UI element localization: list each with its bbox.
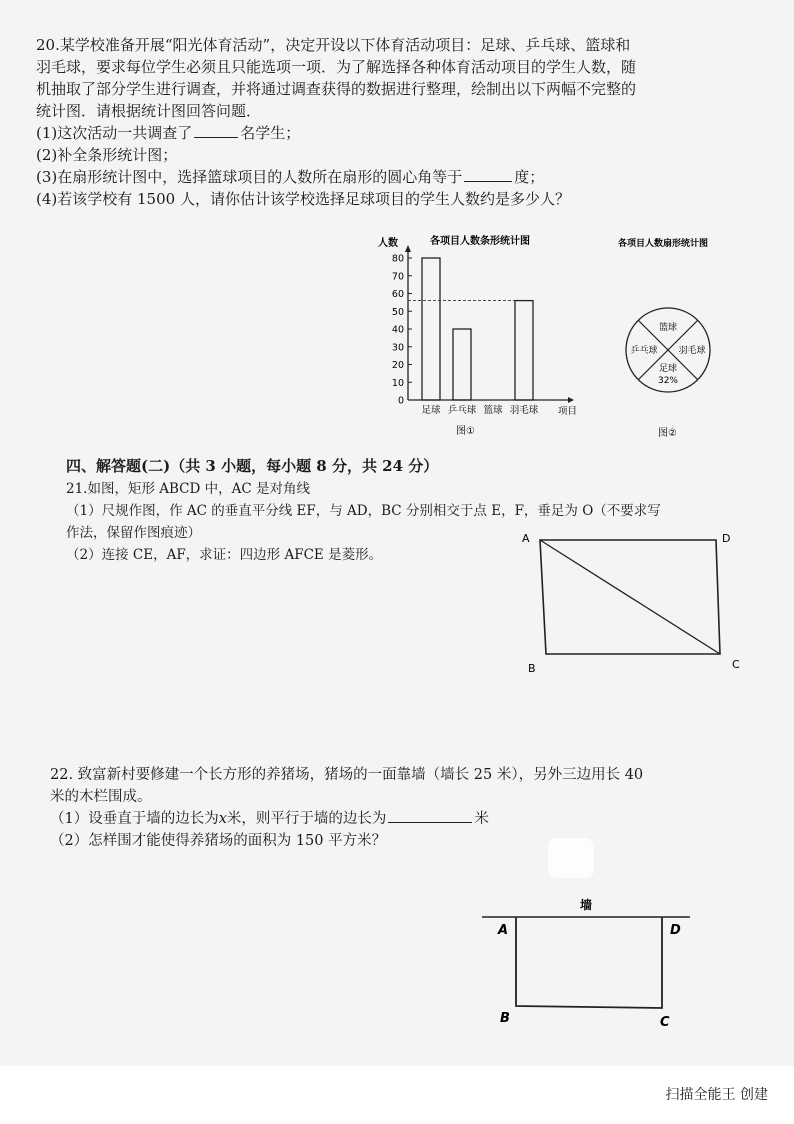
bar-3 [515, 301, 533, 400]
question-20 [36, 34, 756, 210]
rectangle-figure [516, 526, 756, 674]
q22-line-1: 22. 致富新村要修建一个长方形的养猪场，猪场的一面靠墙（墙长 25 米），另外三边用长 40 [50, 767, 644, 783]
pie-caption: 图② [658, 428, 677, 439]
answer-blank [194, 123, 238, 138]
y-tick-label: 30 [391, 342, 404, 354]
variable-x: x [218, 811, 227, 827]
x-axis-arrow [568, 397, 574, 403]
q20-line-2: 羽毛球，要求每位学生必须且只能选项一项．为了解选择各种体育活动项目的学生人数，随 [36, 58, 637, 76]
pie-label-football: 足球 [658, 364, 678, 374]
q20-line-4: 统计图．请根据统计图回答问题． [36, 102, 262, 120]
pie-label-badminton: 羽毛球 [678, 346, 706, 356]
x-category-label: 足球 [421, 405, 441, 416]
y-tick-label: 70 [391, 271, 404, 283]
answer-blank [464, 167, 512, 182]
pie-label-pingpong: 乒乓球 [630, 346, 658, 356]
q22-line-4: （2）怎样围才能使得养猪场的面积为 150 平方米？ [50, 833, 387, 849]
vertex-b: B [528, 662, 536, 674]
q21-line-1: 21.如图，矩形 ABCD 中，AC 是对角线 [66, 481, 310, 497]
q20-line-1: 20.某学校准备开展“阳光体育活动”，决定开设以下体育活动项目：足球、乒乓球、篮球和 [36, 36, 631, 54]
pig-farm-figure [476, 890, 706, 1032]
scanner-watermark: 扫描全能王 创建 [665, 1087, 768, 1103]
chart-caption: 图① [456, 426, 475, 437]
pie-title: 各项目人数扇形统计图 [618, 239, 709, 249]
q21-line-3: 作法，保留作图痕迹） [66, 525, 201, 541]
y-tick-label: 0 [397, 395, 404, 407]
y-tick-label: 40 [391, 324, 404, 336]
y-tick-label: 20 [391, 360, 404, 371]
answer-blank [388, 808, 472, 823]
pie-label-basketball: 篮球 [658, 323, 678, 333]
pie-label-football-pct: 32% [657, 376, 679, 386]
x-category-label: 羽毛球 [509, 405, 539, 416]
q22-line-3: （1）设垂直于墙的边长为x米，则平行于墙的边长为 米 [50, 808, 643, 830]
q21-line-2: （1）尺规作图，作 AC 的垂直平分线 EF，与 AD，BC 分别相交于点 E，F，垂足为 O（不要求写 [66, 503, 661, 519]
y-axis-arrow [405, 245, 411, 252]
bar-1 [453, 329, 471, 400]
vertex-a: A [522, 532, 530, 545]
x-category-label: 乒乓球 [447, 405, 477, 416]
q20-sub-4: (4)若该学校有 1500 人，请你估计该学校选择足球项目的学生人数约是多少人？ [36, 190, 570, 208]
q21-line-4: （2）连接 CE，AF，求证：四边形 AFCE 是菱形。 [66, 547, 383, 563]
q22-line-2: 米的木栏围成。 [50, 789, 152, 805]
q20-sub-2: (2)补全条形统计图； [36, 146, 178, 164]
fence [516, 917, 662, 1008]
vertex-d: D [670, 923, 681, 938]
chart-xlabel: 项目 [558, 406, 578, 417]
y-tick-label: 60 [391, 289, 404, 300]
q20-sub-1: (1)这次活动一共调查了 名学生； [36, 124, 301, 142]
pie-chart [606, 232, 746, 442]
y-tick-label: 80 [391, 253, 404, 265]
vertex-d: D [722, 532, 731, 545]
section-heading: 四、解答题(二)（共 3 小题，每小题 8 分，共 24 分） [66, 457, 439, 475]
vertex-c: C [732, 658, 740, 671]
wall-label: 墙 [580, 898, 593, 912]
diagonal-ac [540, 540, 720, 654]
q20-sub-3: (3)在扇形统计图中，选择篮球项目的人数所在扇形的圆心角等于 度； [36, 168, 545, 186]
vertex-b: B [500, 1011, 510, 1026]
bar-0 [422, 258, 440, 400]
bar-chart [368, 228, 598, 440]
chart-ylabel: 人数 [378, 238, 398, 249]
x-category-label: 篮球 [483, 405, 503, 416]
correction-mark [548, 838, 594, 878]
chart-title: 各项目人数条形统计图 [430, 236, 530, 247]
vertex-a: A [498, 923, 509, 938]
y-tick-label: 50 [391, 306, 404, 318]
chart-x-labels [421, 404, 538, 416]
chart-bars [408, 258, 533, 400]
vertex-c: C [660, 1015, 670, 1030]
chart-axes [405, 245, 574, 403]
y-tick-label: 10 [391, 377, 404, 389]
q20-line-3: 机抽取了部分学生进行调查，并将通过调查获得的数据进行整理，绘制出以下两幅不完整的 [36, 80, 637, 98]
chart-y-ticks [392, 254, 412, 407]
